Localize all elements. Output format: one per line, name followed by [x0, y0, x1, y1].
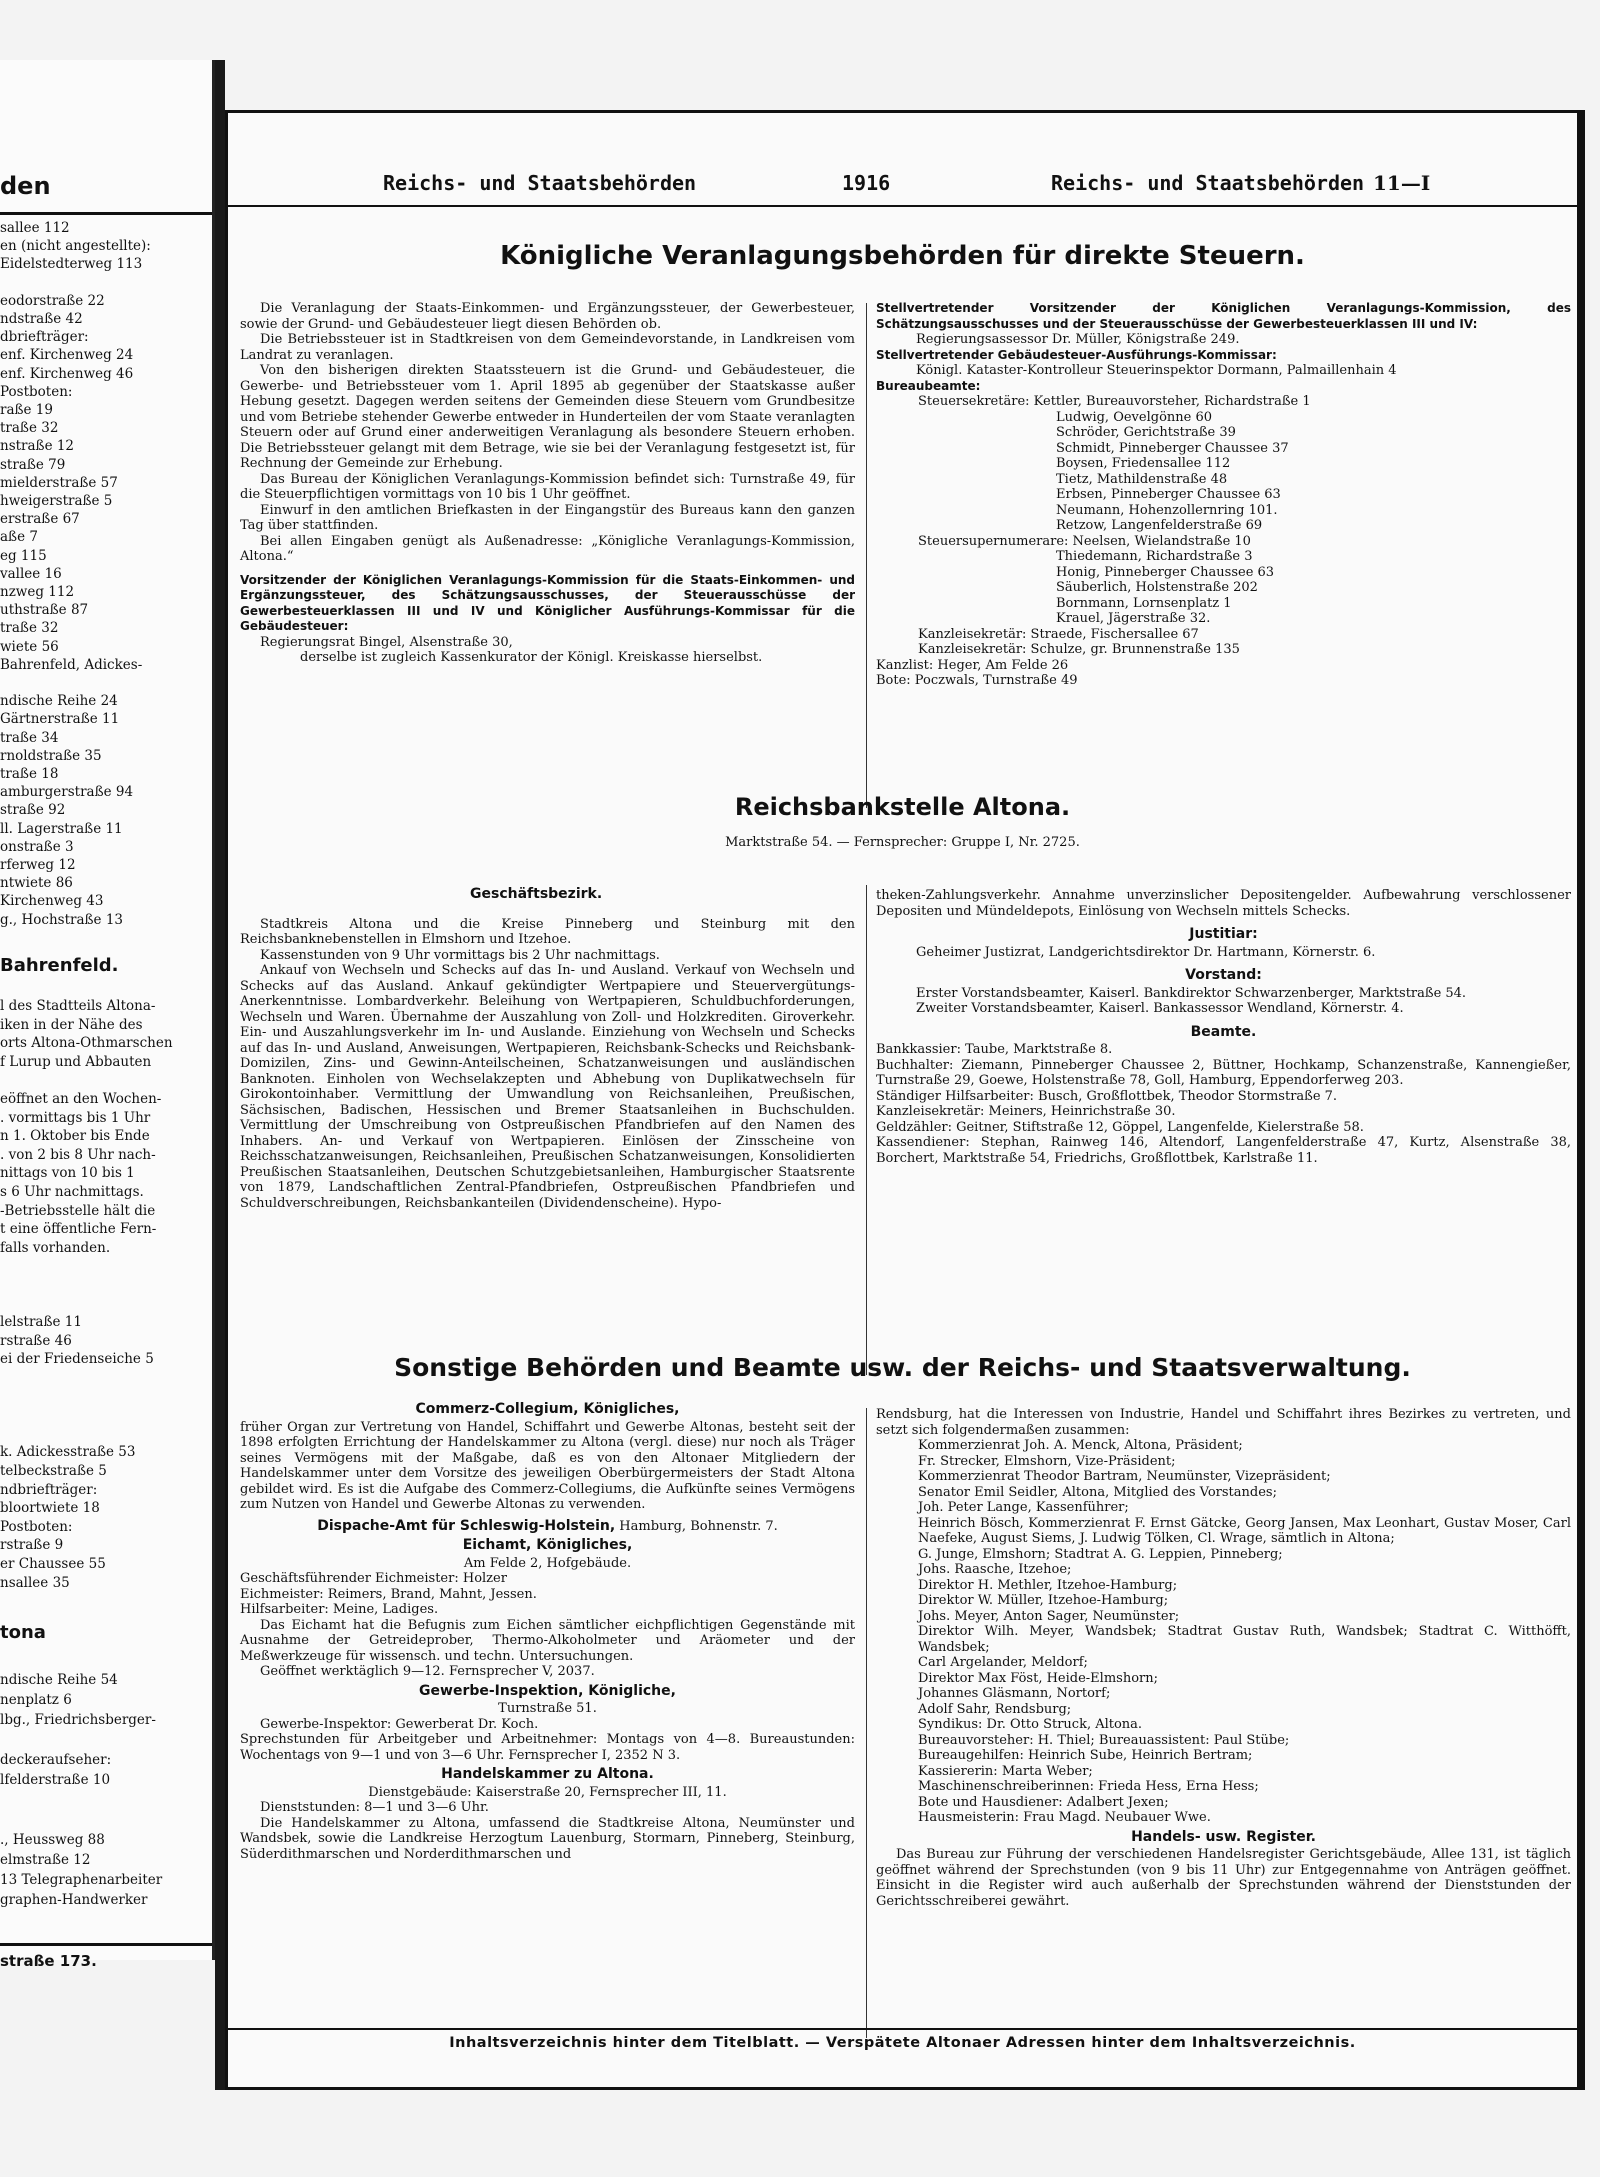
person-line: Regierungsrat Bingel, Alsenstraße 30,: [260, 634, 513, 650]
left-page-line: eodorstraße 22: [0, 292, 105, 309]
book-gutter: [215, 60, 225, 2090]
staff-list: [876, 1717, 1571, 1826]
staff-row: Syndikus: Dr. Otto Struck, Altona.: [918, 1717, 1143, 1732]
bold-heading: Bureaubeamte:: [876, 378, 981, 393]
paragraph: theken-Zahlungsverkehr. Annahme unverzinslicher Depositengelder. Aufbewahrung verschlossener Depositen und Mündeldepots, Einlösung von Wechseln mittels Schecks.: [876, 888, 1571, 919]
left-page-line: ., Heussweg 88: [0, 1832, 105, 1848]
left-page-line: lbg., Friedrichsberger-: [0, 1712, 156, 1728]
person-line: Hilfsarbeiter: Meine, Ladiges.: [240, 1602, 439, 1617]
member-row: Johs. Meyer, Anton Sager, Neumünster;: [918, 1608, 1180, 1624]
left-page-footer: straße 173.: [0, 1952, 97, 1970]
paragraph: Kassenstunden von 9 Uhr vormittags bis 2 Uhr nachmittags.: [260, 947, 660, 963]
paragraph: Das Bureau der Königlichen Veranlagungs-Kommission befindet sich: Turnstraße 49, für die Steuerpflichtigen vormittags von 10 bis 1 Uhr geöffnet.: [240, 471, 855, 502]
staff-list: [876, 394, 1571, 689]
left-page-line: enf. Kirchenweg 24: [0, 347, 134, 364]
left-page-line: deckeraufseher:: [0, 1752, 112, 1768]
left-page-line: ndische Reihe 54: [0, 1672, 118, 1688]
left-page-line: wiete 56: [0, 638, 59, 655]
dispache-amt-line: [240, 1519, 855, 1535]
left-page-line: f Lurup und Abbauten: [0, 1053, 152, 1070]
header-page-number: 11—I: [1373, 171, 1431, 195]
staff-row: Retzow, Langenfelderstraße 69: [1056, 518, 1263, 533]
paragraph: früher Organ zur Vertretung von Handel, Schiffahrt und Gewerbe Altonas, besteht seit der 1898 erfolgten Errichtung der Handelskammer zu Altona (vergl. diese) nur noch als Träger seines Vermögens mit der Maßgabe, daß es von den Altonaer Mitgliedern der Handelskammer unter dem Vorsitze des jeweiligen Oberbürgermeisters der Stadt Altona gebildet wird. Es ist die Aufgabe des Commerz-Collegiums, die Aufkünfte seines Vermögens zum Nutzen von Handel und Gewerbe Altonas zu verwenden.: [240, 1419, 855, 1512]
left-page-line: en (nicht angestellte):: [0, 238, 151, 255]
staff-row: Erbsen, Pinneberger Chaussee 63: [1056, 487, 1281, 502]
staff-row: Bote: Poczwals, Turnstraße 49: [876, 673, 1078, 688]
subheading-gewerbe-inspektion: Gewerbe-Inspektion, Königliche,: [419, 1682, 676, 1699]
person-line: Regierungsassessor Dr. Müller, Königstraße 249.: [916, 332, 1240, 347]
subheading-eichamt: Eichamt, Königliches,: [462, 1537, 633, 1553]
left-page-heading-altona: tona: [0, 1622, 46, 1643]
left-page-line: raße 19: [0, 402, 53, 418]
paragraph: Buchhalter: Ziemann, Pinneberger Chaussee 2, Büttner, Hochkamp, Schanzenstraße, Kannengießer, Turnstraße 29, Goewe, Holstenstraße 78, Goll, Hamburg, Eppendorferweg 203.: [876, 1057, 1571, 1088]
left-page-line: Eidelstedterweg 113: [0, 256, 143, 273]
left-page-line: traße 18: [0, 766, 59, 782]
paragraph: Stadtkreis Altona und die Kreise Pinneberg und Steinburg mit den Reichsbanknebenstellen in Elmshorn und Itzehoe.: [240, 916, 855, 947]
section1-left-column: [240, 301, 855, 666]
member-row: G. Junge, Elmshorn; Stadtrat A. G. Leppien, Pinneberg;: [918, 1546, 1283, 1562]
staff-row: Ludwig, Oevelgönne 60: [1056, 409, 1213, 425]
subheading-vorstand: Vorstand:: [1185, 967, 1262, 983]
left-page-line: . von 2 bis 8 Uhr nach-: [0, 1146, 156, 1163]
person-line: Geschäftsführender Eichmeister: Holzer: [240, 1571, 507, 1586]
left-page-header-rule: [0, 212, 212, 215]
paragraph: Bankkassier: Taube, Marktstraße 8.: [876, 1042, 1113, 1057]
main-page: [225, 110, 1585, 2090]
staff-row: Neumann, Hohenzollernring 101.: [1056, 502, 1278, 518]
left-page-line: nenplatz 6: [0, 1692, 72, 1708]
paragraph: Rendsburg, hat die Interessen von Industrie, Handel und Schiffahrt ihres Bezirkes zu vertreten, und setzt sich folgendermaßen zusammen:: [876, 1407, 1571, 1438]
member-list: [876, 1438, 1571, 1717]
paragraph: Bei allen Eingaben genügt als Außenadresse: „Königliche Veranlagungs-Kommission, Altona.“: [240, 533, 855, 564]
staff-row: Tietz, Mathildenstraße 48: [1056, 471, 1228, 487]
member-row: Johannes Gläsmann, Nortorf;: [918, 1686, 1111, 1701]
header-rule: [228, 205, 1577, 207]
subheading-handelskammer: Handelskammer zu Altona.: [441, 1766, 654, 1782]
left-page-line: ndbriefträger:: [0, 1481, 98, 1498]
subheading-handelsregister: Handels- usw. Register.: [1131, 1828, 1316, 1845]
left-page-heading-bahrenfeld: Bahrenfeld.: [0, 955, 119, 976]
paragraph: Geldzähler: Geitner, Stiftstraße 12, Göppel, Langenfelde, Kielerstraße 58.: [876, 1119, 1364, 1135]
left-page-line: lelstraße 11: [0, 1314, 82, 1331]
left-page-line: nittags von 10 bis 1: [0, 1165, 135, 1182]
member-row: Direktor H. Methler, Itzehoe-Hamburg;: [918, 1577, 1178, 1593]
staff-row: Kanzleisekretär: Schulze, gr. Brunnenstraße 135: [918, 642, 1240, 657]
left-page-line: Postboten:: [0, 1518, 73, 1535]
address: Am Felde 2, Hofgebäude.: [463, 1555, 632, 1571]
left-page-line: graphen-Handwerker: [0, 1892, 148, 1908]
staff-row: Bureauvorsteher: H. Thiel; Bureauassistent: Paul Stübe;: [918, 1732, 1290, 1748]
left-page-line: ll. Lagerstraße 11: [0, 820, 123, 837]
subheading-commerz-collegium: Commerz-Collegium, Königliches,: [415, 1401, 680, 1417]
header-left: Reichs- und Staatsbehörden: [383, 171, 697, 195]
paragraph: Geöffnet werktäglich 9—12. Fernsprecher V, 2037.: [260, 1664, 595, 1679]
left-page-line: n 1. Oktober bis Ende: [0, 1128, 150, 1145]
left-page-line: s 6 Uhr nachmittags.: [0, 1184, 144, 1200]
section3-right-column: [876, 1407, 1571, 1909]
left-page-line: nstraße 12: [0, 438, 75, 455]
subheading-dispache-amt: Dispache-Amt für Schleswig-Holstein,: [317, 1517, 616, 1534]
staff-row: Honig, Pinneberger Chaussee 63: [1056, 564, 1275, 580]
member-row: Kommerzienrat Theodor Bartram, Neumünster, Vizepräsident;: [918, 1469, 1331, 1484]
bold-heading: Stellvertretender Gebäudesteuer-Ausführungs-Kommissar:: [876, 347, 1277, 362]
left-page-line: g., Hochstraße 13: [0, 911, 124, 928]
paragraph: Kanzleisekretär: Meiners, Heinrichstraße 30.: [876, 1104, 1176, 1119]
left-page-line: onstraße 3: [0, 838, 74, 855]
staff-row: Hausmeisterin: Frau Magd. Neubauer Wwe.: [918, 1810, 1211, 1825]
left-page-line: k. Adickesstraße 53: [0, 1444, 136, 1461]
staff-row: Steuersekretäre: Kettler, Bureauvorsteher, Richardstraße 1: [918, 394, 1311, 409]
staff-row: Boysen, Friedensallee 112: [1056, 456, 1231, 471]
page-footer: Inhaltsverzeichnis hinter dem Titelblatt. — Verspätete Altonaer Adressen hinter dem Inhaltsverzeichnis.: [449, 2035, 1356, 2051]
staff-row: Kanzlist: Heger, Am Felde 26: [876, 657, 1069, 673]
left-page-line: ei der Friedenseiche 5: [0, 1351, 154, 1368]
left-page-line: l des Stadtteils Altona-: [0, 998, 156, 1014]
person-line: Geheimer Justizrat, Landgerichtsdirektor Dr. Hartmann, Körnerstr. 6.: [916, 944, 1376, 960]
left-page-line: erstraße 67: [0, 511, 80, 528]
left-page-line: straße 79: [0, 456, 66, 473]
column-divider: [866, 303, 867, 808]
column-divider: [866, 885, 867, 1375]
paragraph: Kassendiener: Stephan, Rainweg 146, Altendorf, Langenfelderstraße 47, Kurtz, Alsenstraße 38, Borchert, Marktstraße 54, Friedrichs, Großflottbek, Karlstraße 11.: [876, 1135, 1571, 1166]
left-page-line: eöffnet an den Wochen-: [0, 1091, 162, 1107]
member-row: Direktor W. Müller, Itzehoe-Hamburg;: [918, 1593, 1169, 1608]
left-page-line: rstraße 46: [0, 1332, 72, 1349]
left-page-line: Kirchenweg 43: [0, 893, 104, 910]
paragraph: Sprechstunden für Arbeitgeber und Arbeitnehmer: Montags von 4—8. Bureaustunden: Wochentags von 9—1 und von 3—6 Uhr. Fernsprecher I, 2352 N 3.: [240, 1732, 855, 1763]
member-row: Johs. Raasche, Itzehoe;: [918, 1562, 1072, 1577]
left-page-line: eg 115: [0, 547, 47, 564]
subheading-justitiar: Justitiar:: [1189, 926, 1258, 942]
member-row: Heinrich Bösch, Kommerzienrat F. Ernst Gätcke, Georg Jansen, Max Leonhart, Gustav Moser, Carl Naefeke, August Siems, J. Ludwig Tölken, Cl. Wrage, sämtlich in Altona;: [918, 1515, 1571, 1546]
staff-row: Schröder, Gerichtstraße 39: [1056, 425, 1236, 440]
left-page-line: rnoldstraße 35: [0, 747, 102, 764]
left-page-line: hweigerstraße 5: [0, 493, 113, 509]
paragraph: Von den bisherigen direkten Staatssteuern ist die Grund- und Gebäudesteuer, die Gewerbe- und Betriebssteuer vom 1. April 1895 ab gegenüber der Staatskasse außer Hebung gesetzt. Dagegen werden seitens der Gemeinden diese Steuern vom Grundbesitze und vom Betriebe stehender Gewerbe entweder in Hunderteilen der vom Staate veranlagten Steuern oder auf Grund einer anderweitigen Veranlagung als besondere Steuern erhoben. Die Betriebssteuer gelangt mit dem Betrage, wie sie bei der Veranlagung festgesetzt ist, für Rechnung der Gemeinde zur Erhebung.: [240, 363, 855, 471]
left-page-line: nzweg 112: [0, 584, 75, 600]
left-page-line: vallee 16: [0, 565, 62, 582]
paragraph: Ankauf von Wechseln und Schecks auf das In- und Ausland. Verkauf von Wechseln und Schecks auf das Ausland. Ankauf gekündigter Wertpapiere und Steuervergütungs-Anerkenntnisse. Lombardverkehr. Beleihung von Wertpapieren, Schuldbuchforderungen, Wechseln und Waren. Übernahme der Auszahlung von Zoll- und Holzkrediten. Giroverkehr. Ein- und Auszahlungsverkehr im In- und Auslande. Einziehung von Wechseln und Schecks auf das In- und Ausland, Anweisungen, Wertpapieren, Reichsbank-Schecks und Reichsbank-Domizilen, Zins- und Gewinn-Anteilscheinen, Schatzanweisungen und ausländischen Banknoten. Einholen von Wechselakzepten und Abhebung von Duplikatwechseln für Girokontoinhaber. Vermittlung der Umwandlung von Reichsanleihen, Preußischen, Sächsischen, Badischen, Hessischen und Bremer Staatsanleihen in Buchschulden. Vermittlung der Umschreibung von Ostpreußischen Pfandbriefen auf den Namen des Inhabers. An- und Verkauf von Wertpapieren. Einlösen der Zinsscheine von Reichsschatzanweisungen, Reichsanleihen, Preußischen Schatzanweisungen, Konsolidierten Preußischen Staatsanleihen, Deutschen Schutzgebietsanleihen, Hamburgischer Staatsrente von 1879, Landschaftlichen Zentral-Pfandbriefen, Ostpreußischen Pfandbriefen und Schuldverschreibungen, Reichsbankanteilen (Dividendenscheine). Hypo-: [240, 963, 855, 1211]
paragraph: Die Veranlagung der Staats-Einkommen- und Ergänzungssteuer, der Gewerbesteuer, sowie der Grund- und Gebäudesteuer liegt diesen Behörden ob.: [240, 301, 855, 332]
left-page-fragment: [0, 60, 215, 1970]
section3-left-column: [240, 1398, 855, 1862]
left-page-line: ndische Reihe 24: [0, 693, 118, 710]
left-page-line: traße 34: [0, 729, 59, 746]
staff-row: Krauel, Jägerstraße 32.: [1056, 611, 1211, 626]
left-page-line: rferweg 12: [0, 857, 76, 873]
left-page-line: falls vorhanden.: [0, 1239, 111, 1256]
staff-row: Maschinenschreiberinnen: Frieda Hess, Erna Hess;: [918, 1779, 1259, 1794]
left-page-line: traße 32: [0, 620, 59, 637]
member-row: Direktor Wilh. Meyer, Wandsbek; Stadtrat Gustav Ruth, Wandsbek; Stadtrat C. Witthöfft, Wandsbek;: [918, 1624, 1571, 1655]
left-page-line: traße 32: [0, 420, 59, 437]
left-page-header: den: [0, 172, 51, 200]
member-row: Adolf Sahr, Rendsburg;: [918, 1701, 1072, 1717]
staff-row: Bureaugehilfen: Heinrich Sube, Heinrich Bertram;: [918, 1748, 1253, 1763]
header-right: Reichs- und Staatsbehörden: [1051, 171, 1365, 195]
section2-right-column: [876, 888, 1571, 1166]
staff-row: Bornmann, Lornsenplatz 1: [1056, 595, 1232, 611]
section2-subtitle: Marktstraße 54. — Fernsprecher: Gruppe I, Nr. 2725.: [725, 835, 1080, 850]
member-row: Senator Emil Seidler, Altona, Mitglied des Vorstandes;: [918, 1484, 1277, 1500]
section2-left-column: [240, 883, 855, 1211]
person-line: Gewerbe-Inspektor: Gewerberat Dr. Koch.: [260, 1716, 539, 1732]
bold-heading: Vorsitzender der Königlichen Veranlagungs-Kommission für die Staats-Einkommen- und Ergänzungssteuer, des Schätzungsausschusses, der Steuerausschüsse der Gewerbesteuerklassen III und IV und Königlicher Ausführungs-Kommissar für die Gebäudesteuer:: [240, 572, 855, 633]
left-page-line: iken in der Nähe des: [0, 1016, 143, 1033]
left-page-line: sallee 112: [0, 220, 70, 236]
left-page-line: 13 Telegraphenarbeiter: [0, 1872, 163, 1888]
staff-row: Steuersupernumerare: Neelsen, Wielandstraße 10: [918, 533, 1251, 549]
paragraph: Die Handelskammer zu Altona, umfassend die Stadtkreise Altona, Neumünster und Wandsbek, sowie die Landkreise Herzogtum Lauenburg, Stormarn, Pinneberg, Steinburg, Süderdithmarschen und Norderdithmarschen und: [240, 1815, 855, 1862]
person-line: Erster Vorstandsbeamter, Kaiserl. Bankdirektor Schwarzenberger, Marktstraße 54.: [916, 985, 1467, 1001]
address: Dienstgebäude: Kaiserstraße 20, Fernsprecher III, 11.: [368, 1784, 727, 1800]
column-divider: [866, 1408, 867, 2038]
staff-row: Bote und Hausdiener: Adalbert Jexen;: [918, 1794, 1169, 1810]
left-page-line: uthstraße 87: [0, 602, 89, 619]
left-page-footer-rule: [0, 1943, 212, 1946]
subheading: Geschäftsbezirk.: [470, 886, 603, 902]
staff-row: Thiedemann, Richardstraße 3: [1056, 549, 1253, 564]
left-page-line: dbriefträger:: [0, 329, 89, 346]
left-page-line: aße 7: [0, 529, 38, 546]
left-page-line: Postboten:: [0, 383, 73, 400]
left-page-line: rstraße 9: [0, 1537, 64, 1554]
left-page-line: elmstraße 12: [0, 1852, 91, 1868]
left-page-line: t eine öffentliche Fern-: [0, 1221, 157, 1238]
person-line: Königl. Kataster-Kontrolleur Steuerinspektor Dormann, Palmaillenhain 4: [916, 363, 1397, 378]
left-page-line: telbeckstraße 5: [0, 1463, 107, 1479]
staff-row: Kassiererin: Marta Weber;: [918, 1763, 1093, 1779]
member-row: Joh. Peter Lange, Kassenführer;: [918, 1500, 1129, 1515]
section-title-veranlagung: Königliche Veranlagungsbehörden für direkte Steuern.: [500, 241, 1305, 271]
staff-row: Schmidt, Pinneberger Chaussee 37: [1056, 440, 1289, 456]
bold-heading: Stellvertretender Vorsitzender der Königlichen Veranlagungs-Kommission, des Schätzungsausschusses und der Steuerausschüsse der Gewerbesteuerklassen III und IV:: [876, 301, 1571, 331]
paragraph: Einwurf in den amtlichen Briefkasten in der Eingangstür des Bureaus kann den ganzen Tag über stattfinden.: [240, 502, 855, 533]
member-row: Direktor Max Föst, Heide-Elmshorn;: [918, 1670, 1158, 1686]
left-page-line: ntwiete 86: [0, 875, 73, 892]
staff-row: Säuberlich, Holstenstraße 202: [1056, 580, 1258, 595]
paragraph: Dienststunden: 8—1 und 3—6 Uhr.: [260, 1800, 489, 1815]
dispache-address: Hamburg, Bohnenstr. 7.: [615, 1518, 778, 1534]
address: Turnstraße 51.: [498, 1701, 597, 1716]
left-page-line: amburgerstraße 94: [0, 784, 134, 801]
left-page-line: nsallee 35: [0, 1574, 70, 1591]
person-line: Eichmeister: Reimers, Brand, Mahnt, Jessen.: [240, 1586, 537, 1602]
left-page-line: straße 92: [0, 802, 66, 819]
left-page-line: bloortwiete 18: [0, 1500, 100, 1517]
section-title-reichsbank: Reichsbankstelle Altona.: [734, 793, 1071, 821]
left-page-line: er Chaussee 55: [0, 1556, 106, 1572]
member-row: Kommerzienrat Joh. A. Menck, Altona, Präsident;: [918, 1438, 1243, 1453]
section-title-sonstige: Sonstige Behörden und Beamte usw. der Reichs- und Staatsverwaltung.: [394, 1353, 1411, 1382]
header-year: 1916: [842, 171, 891, 195]
left-page-line: orts Altona-Othmarschen: [0, 1035, 173, 1052]
left-page-line: Bahrenfeld, Adickes-: [0, 656, 143, 673]
member-row: Carl Argelander, Meldorf;: [918, 1655, 1088, 1670]
left-page-line: enf. Kirchenweg 46: [0, 365, 134, 382]
left-page-line: ndstraße 42: [0, 311, 83, 327]
subheading-beamte: Beamte.: [1190, 1023, 1257, 1040]
footer-rule-top: [228, 2028, 1577, 2030]
paragraph: Das Eichamt hat die Befugnis zum Eichen sämtlicher eichpflichtigen Gegenstände mit Ausnahme der Getreideprober, Thermo-Alkoholmeter und Aräometer und der Meßwerkzeuge für wissensch. und techn. Untersuchungen.: [240, 1617, 855, 1664]
left-page-line: Gärtnerstraße 11: [0, 711, 120, 728]
paragraph: Das Bureau zur Führung der verschiedenen Handelsregister Gerichtsgebäude, Allee 131, ist täglich geöffnet während der Sprechstunden (von 9 bis 11 Uhr) zur Entgegennahme von Anträgen geöffnet. Einsicht in die Register wird auch außerhalb der Sprechstunden während der Dienststunden der Gerichtsschreiberei gewährt.: [876, 1847, 1571, 1909]
person-line: derselbe ist zugleich Kassenkurator der Königl. Kreiskasse hierselbst.: [300, 650, 763, 665]
section1-right-column: [876, 301, 1571, 689]
left-page-line: -Betriebsstelle hält die: [0, 1202, 156, 1219]
person-line: Zweiter Vorstandsbeamter, Kaiserl. Bankassessor Wendland, Körnerstr. 4.: [916, 1001, 1404, 1016]
left-page-line: lfelderstraße 10: [0, 1772, 111, 1788]
member-row: Fr. Strecker, Elmshorn, Vize-Präsident;: [918, 1453, 1176, 1469]
staff-row: Kanzleisekretär: Straede, Fischersallee 67: [918, 626, 1199, 642]
paragraph: Die Betriebssteuer ist in Stadtkreisen von dem Gemeindevorstande, in Landkreisen vom Landrat zu veranlagen.: [240, 332, 855, 363]
paragraph: Ständiger Hilfsarbeiter: Busch, Großflottbek, Theodor Stormstraße 7.: [876, 1088, 1338, 1104]
left-page-line: . vormittags bis 1 Uhr: [0, 1109, 151, 1126]
left-page-line: mielderstraße 57: [0, 474, 118, 491]
